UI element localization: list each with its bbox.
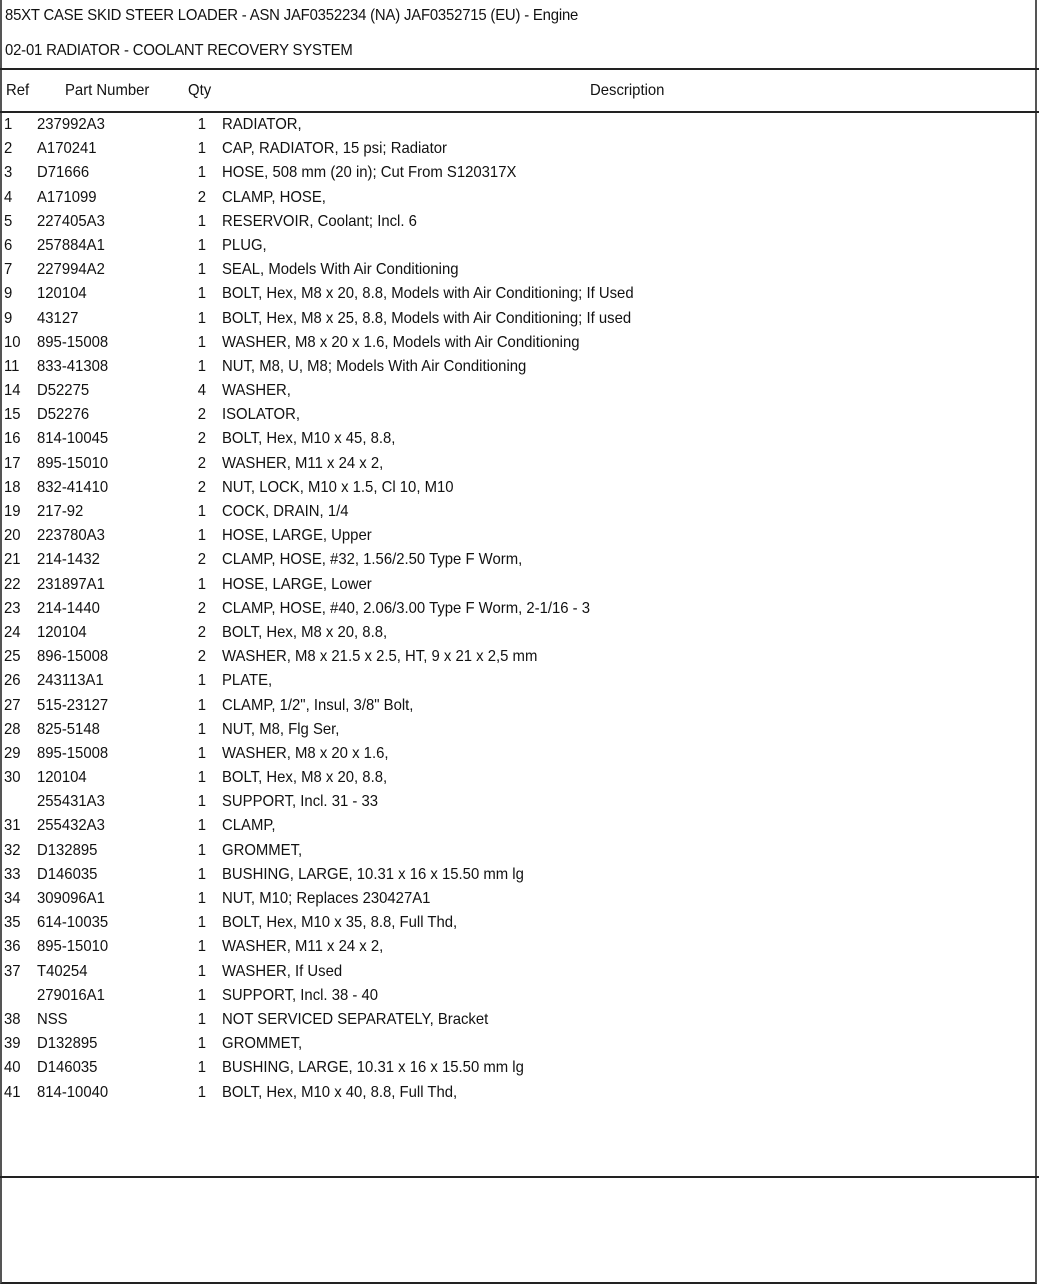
column-header-ref: Ref <box>6 82 30 99</box>
description-cell: NOT SERVICED SEPARATELY, Bracket <box>222 1010 489 1028</box>
part-number-cell: 895-15010 <box>37 938 109 956</box>
table-row <box>0 501 1039 525</box>
qty-cell: 1 <box>197 527 206 545</box>
divider <box>0 111 1039 113</box>
ref-cell: 29 <box>4 744 21 762</box>
ref-cell: 38 <box>4 1010 21 1028</box>
ref-cell: 11 <box>4 357 20 375</box>
qty-cell: 1 <box>197 503 206 520</box>
description-cell: BOLT, Hex, M8 x 20, 8.8, <box>222 623 388 641</box>
ref-cell: 34 <box>4 890 21 907</box>
part-number-cell: 214-1440 <box>37 599 100 617</box>
part-number-cell: 255432A3 <box>37 817 105 835</box>
qty-cell: 1 <box>197 1059 206 1077</box>
qty-cell: 1 <box>197 333 206 351</box>
part-number-cell: 257884A1 <box>37 236 105 254</box>
qty-cell: 2 <box>197 478 206 496</box>
ref-cell: 41 <box>4 1083 21 1101</box>
part-number-cell: 120104 <box>37 623 87 641</box>
ref-cell: 36 <box>4 938 21 956</box>
description-cell: BOLT, Hex, M8 x 20, 8.8, <box>222 769 388 787</box>
qty-cell: 1 <box>197 357 206 375</box>
ref-cell: 18 <box>4 478 21 496</box>
table-row <box>0 525 1039 549</box>
ref-cell: 2 <box>4 140 13 158</box>
ref-cell: 4 <box>4 188 13 206</box>
qty-cell: 1 <box>197 116 206 133</box>
ref-cell: 20 <box>4 527 21 545</box>
description-cell: NUT, M8, Flg Ser, <box>222 720 340 738</box>
part-number-cell: A171099 <box>37 188 97 206</box>
description-cell: PLUG, <box>222 236 267 254</box>
qty-cell: 2 <box>197 599 206 617</box>
table-row <box>0 211 1039 235</box>
ref-cell: 35 <box>4 914 21 932</box>
description-cell: CAP, RADIATOR, 15 psi; Radiator <box>222 140 447 158</box>
ref-cell: 1 <box>4 116 13 133</box>
qty-cell: 1 <box>197 744 206 762</box>
description-cell: COCK, DRAIN, 1/4 <box>222 503 349 520</box>
description-cell: BOLT, Hex, M10 x 35, 8.8, Full Thd, <box>222 914 458 932</box>
ref-cell: 3 <box>4 164 13 182</box>
ref-cell: 30 <box>4 769 21 787</box>
table-row <box>0 283 1039 307</box>
ref-cell: 21 <box>4 551 21 569</box>
part-number-cell: 614-10035 <box>37 914 109 932</box>
qty-cell: 1 <box>197 865 206 883</box>
table-row <box>0 743 1039 767</box>
qty-cell: 2 <box>197 648 206 666</box>
description-cell: BUSHING, LARGE, 10.31 x 16 x 15.50 mm lg <box>222 1059 524 1077</box>
table-row <box>0 791 1039 815</box>
ref-cell: 28 <box>4 720 21 738</box>
ref-cell: 7 <box>4 261 13 279</box>
table-row <box>0 428 1039 452</box>
table-row <box>0 767 1039 791</box>
description-cell: HOSE, 508 mm (20 in); Cut From S120317X <box>222 164 517 182</box>
part-number-cell: 279016A1 <box>37 986 105 1004</box>
table-row <box>0 162 1039 186</box>
table-row <box>0 985 1039 1009</box>
table-row <box>0 1057 1039 1081</box>
table-row <box>0 549 1039 573</box>
qty-cell: 1 <box>197 575 206 593</box>
table-row <box>0 961 1039 985</box>
part-number-cell: 895-15008 <box>37 333 109 351</box>
part-number-cell: D132895 <box>37 1035 98 1053</box>
qty-cell: 2 <box>197 551 206 569</box>
parts-table-body <box>0 114 1039 1106</box>
qty-cell: 1 <box>197 841 206 859</box>
ref-cell: 14 <box>4 382 21 400</box>
table-row <box>0 308 1039 332</box>
qty-cell: 1 <box>197 962 206 980</box>
part-number-cell: 223780A3 <box>37 527 105 545</box>
qty-cell: 1 <box>197 261 206 279</box>
description-cell: CLAMP, 1/2", Insul, 3/8" Bolt, <box>222 696 414 714</box>
ref-cell: 25 <box>4 648 21 666</box>
part-number-cell: 825-5148 <box>37 720 100 738</box>
table-row <box>0 259 1039 283</box>
ref-cell: 33 <box>4 865 21 883</box>
qty-cell: 4 <box>197 382 206 400</box>
qty-cell: 2 <box>197 430 206 448</box>
table-row <box>0 1009 1039 1033</box>
table-row <box>0 477 1039 501</box>
part-number-cell: 120104 <box>37 285 87 303</box>
description-cell: GROMMET, <box>222 1035 303 1053</box>
ref-cell: 19 <box>4 503 21 520</box>
ref-cell: 5 <box>4 212 13 230</box>
qty-cell: 2 <box>197 623 206 641</box>
table-row <box>0 380 1039 404</box>
description-cell: NUT, M8, U, M8; Models With Air Conditioning <box>222 357 527 375</box>
divider <box>0 1176 1039 1178</box>
part-number-cell: 227405A3 <box>37 212 105 230</box>
description-cell: WASHER, M11 x 24 x 2, <box>222 938 384 956</box>
part-number-cell: D146035 <box>37 865 98 883</box>
table-row <box>0 815 1039 839</box>
part-number-cell: NSS <box>37 1010 68 1028</box>
table-row <box>0 574 1039 598</box>
description-cell: GROMMET, <box>222 841 303 859</box>
table-row <box>0 404 1039 428</box>
description-cell: BOLT, Hex, M10 x 40, 8.8, Full Thd, <box>222 1083 458 1101</box>
part-number-cell: 814-10040 <box>37 1083 109 1101</box>
qty-cell: 1 <box>197 938 206 956</box>
table-row <box>0 138 1039 162</box>
part-number-cell: 896-15008 <box>37 648 109 666</box>
part-number-cell: A170241 <box>37 140 97 158</box>
part-number-cell: 515-23127 <box>37 696 109 714</box>
qty-cell: 2 <box>197 188 206 206</box>
part-number-cell: T40254 <box>37 962 88 980</box>
description-cell: CLAMP, HOSE, #32, 1.56/2.50 Type F Worm, <box>222 551 523 569</box>
part-number-cell: 895-15008 <box>37 744 109 762</box>
qty-cell: 1 <box>197 817 206 835</box>
ref-cell: 23 <box>4 599 21 617</box>
qty-cell: 2 <box>197 454 206 472</box>
description-cell: WASHER, M8 x 20 x 1.6, <box>222 744 389 762</box>
ref-cell: 6 <box>4 236 13 254</box>
ref-cell: 10 <box>4 333 21 351</box>
ref-cell: 39 <box>4 1035 21 1053</box>
part-number-cell: D132895 <box>37 841 98 859</box>
description-cell: WASHER, M11 x 24 x 2, <box>222 454 384 472</box>
qty-cell: 1 <box>197 986 206 1004</box>
table-row <box>0 235 1039 259</box>
document-title: 85XT CASE SKID STEER LOADER - ASN JAF0352234 (NA) JAF0352715 (EU) - Engine <box>5 7 579 24</box>
description-cell: BOLT, Hex, M8 x 20, 8.8, Models with Air Conditioning; If Used <box>222 285 634 303</box>
table-row <box>0 453 1039 477</box>
description-cell: SUPPORT, Incl. 38 - 40 <box>222 986 379 1004</box>
qty-cell: 1 <box>197 164 206 182</box>
qty-cell: 1 <box>197 1083 206 1101</box>
ref-cell: 9 <box>4 309 13 327</box>
part-number-cell: 255431A3 <box>37 793 105 811</box>
table-row <box>0 646 1039 670</box>
qty-cell: 1 <box>197 1035 206 1053</box>
column-header-qty: Qty <box>188 82 212 99</box>
qty-cell: 1 <box>197 696 206 714</box>
description-cell: RADIATOR, <box>222 116 302 133</box>
description-cell: BOLT, Hex, M8 x 25, 8.8, Models with Air Conditioning; If used <box>222 309 632 327</box>
description-cell: SEAL, Models With Air Conditioning <box>222 261 459 279</box>
table-row <box>0 356 1039 380</box>
qty-cell: 1 <box>197 236 206 254</box>
table-row <box>0 695 1039 719</box>
part-number-cell: 309096A1 <box>37 890 105 907</box>
table-row <box>0 840 1039 864</box>
description-cell: WASHER, If Used <box>222 962 343 980</box>
ref-cell: 26 <box>4 672 21 690</box>
table-row <box>0 912 1039 936</box>
divider <box>0 68 1039 70</box>
description-cell: SUPPORT, Incl. 31 - 33 <box>222 793 379 811</box>
qty-cell: 1 <box>197 769 206 787</box>
description-cell: NUT, M10; Replaces 230427A1 <box>222 890 431 907</box>
table-row <box>0 888 1039 912</box>
ref-cell: 15 <box>4 406 21 424</box>
description-cell: HOSE, LARGE, Lower <box>222 575 372 593</box>
description-cell: CLAMP, HOSE, <box>222 188 326 206</box>
description-cell: WASHER, M8 x 21.5 x 2.5, HT, 9 x 21 x 2,5 mm <box>222 648 538 666</box>
column-header-description: Description <box>590 82 665 99</box>
part-number-cell: 833-41308 <box>37 357 109 375</box>
ref-cell: 24 <box>4 623 21 641</box>
description-cell: WASHER, <box>222 382 291 400</box>
description-cell: WASHER, M8 x 20 x 1.6, Models with Air Conditioning <box>222 333 580 351</box>
part-number-cell: 237992A3 <box>37 116 105 133</box>
table-row <box>0 1033 1039 1057</box>
description-cell: RESERVOIR, Coolant; Incl. 6 <box>222 212 417 230</box>
table-row <box>0 187 1039 211</box>
table-row <box>0 1082 1039 1106</box>
description-cell: ISOLATOR, <box>222 406 301 424</box>
table-row <box>0 114 1039 138</box>
description-cell: BUSHING, LARGE, 10.31 x 16 x 15.50 mm lg <box>222 865 524 883</box>
part-number-cell: 227994A2 <box>37 261 105 279</box>
ref-cell: 9 <box>4 285 13 303</box>
part-number-cell: 243113A1 <box>37 672 104 690</box>
table-row <box>0 936 1039 960</box>
ref-cell: 32 <box>4 841 21 859</box>
part-number-cell: D52276 <box>37 406 90 424</box>
part-number-cell: D52275 <box>37 382 90 400</box>
table-row <box>0 598 1039 622</box>
part-number-cell: 814-10045 <box>37 430 109 448</box>
table-row <box>0 864 1039 888</box>
ref-cell: 16 <box>4 430 21 448</box>
ref-cell: 40 <box>4 1059 21 1077</box>
part-number-cell: 895-15010 <box>37 454 109 472</box>
part-number-cell: 43127 <box>37 309 79 327</box>
description-cell: BOLT, Hex, M10 x 45, 8.8, <box>222 430 396 448</box>
qty-cell: 1 <box>197 140 206 158</box>
table-row <box>0 332 1039 356</box>
description-cell: PLATE, <box>222 672 273 690</box>
qty-cell: 1 <box>197 914 206 932</box>
table-row <box>0 622 1039 646</box>
part-number-cell: 231897A1 <box>37 575 105 593</box>
description-cell: CLAMP, <box>222 817 276 835</box>
ref-cell: 31 <box>4 817 21 835</box>
ref-cell: 22 <box>4 575 21 593</box>
ref-cell: 27 <box>4 696 21 714</box>
qty-cell: 1 <box>197 309 206 327</box>
section-title: 02-01 RADIATOR - COOLANT RECOVERY SYSTEM <box>5 42 353 59</box>
part-number-cell: D146035 <box>37 1059 98 1077</box>
qty-cell: 1 <box>197 720 206 738</box>
ref-cell: 17 <box>4 454 21 472</box>
description-cell: HOSE, LARGE, Upper <box>222 527 372 545</box>
part-number-cell: D71666 <box>37 164 90 182</box>
part-number-cell: 217-92 <box>37 503 84 520</box>
table-row <box>0 670 1039 694</box>
qty-cell: 2 <box>197 406 206 424</box>
qty-cell: 1 <box>197 793 206 811</box>
part-number-cell: 120104 <box>37 769 87 787</box>
description-cell: NUT, LOCK, M10 x 1.5, Cl 10, M10 <box>222 478 454 496</box>
table-row <box>0 719 1039 743</box>
qty-cell: 1 <box>197 1010 206 1028</box>
description-cell: CLAMP, HOSE, #40, 2.06/3.00 Type F Worm, 2-1/16 - 3 <box>222 599 591 617</box>
ref-cell: 37 <box>4 962 21 980</box>
qty-cell: 1 <box>197 212 206 230</box>
qty-cell: 1 <box>197 890 206 907</box>
qty-cell: 1 <box>197 672 206 690</box>
column-header-part-number: Part Number <box>65 82 150 99</box>
qty-cell: 1 <box>197 285 206 303</box>
part-number-cell: 832-41410 <box>37 478 109 496</box>
part-number-cell: 214-1432 <box>37 551 100 569</box>
